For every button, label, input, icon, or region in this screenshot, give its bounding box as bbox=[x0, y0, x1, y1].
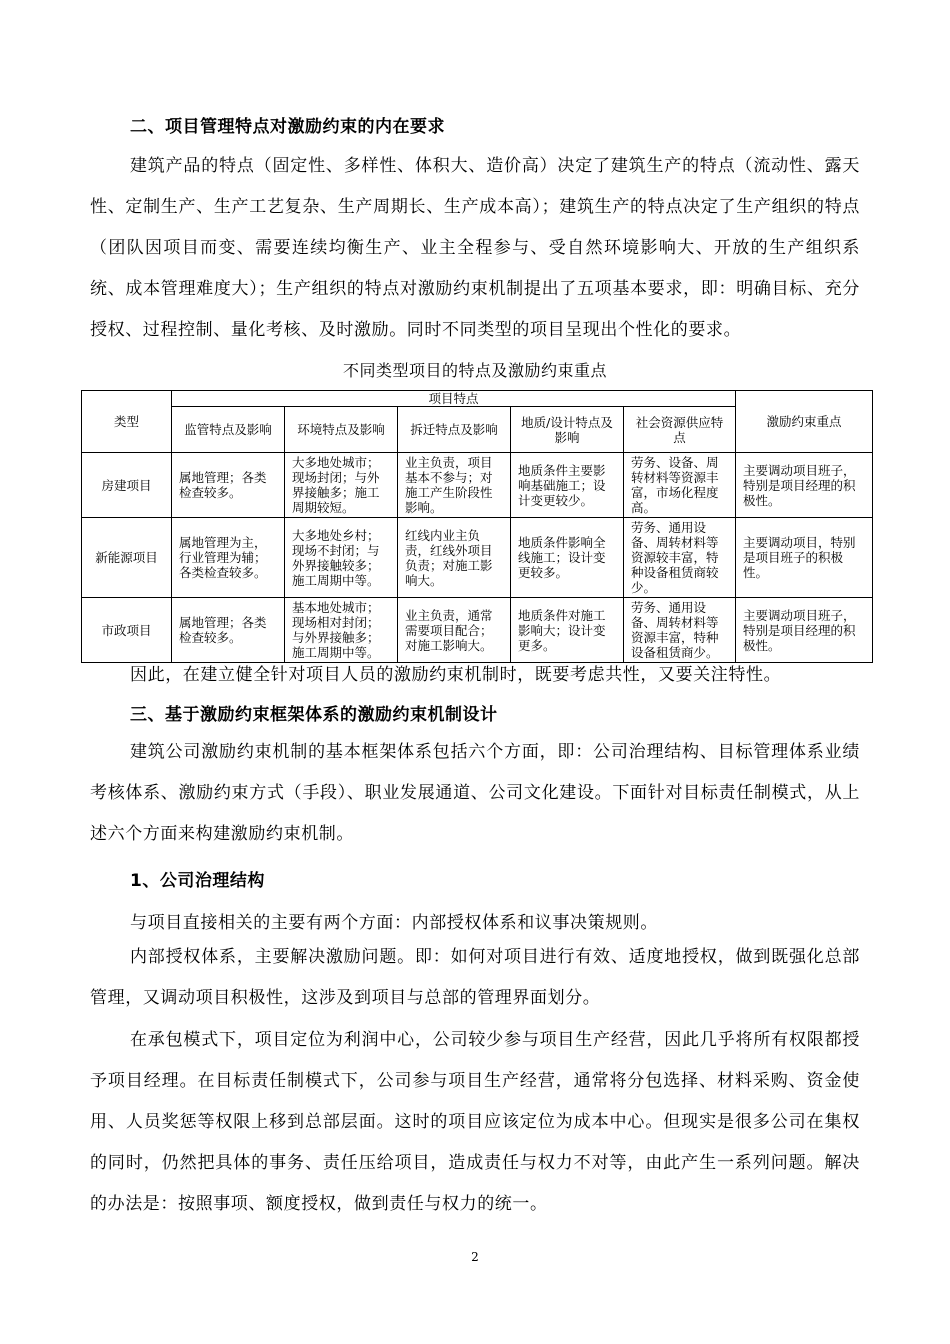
row-focus: 主要调动项目班子，特别是项目经理的积极性。 bbox=[736, 598, 873, 663]
table-row bbox=[82, 453, 873, 518]
row-type: 市政项目 bbox=[82, 598, 172, 663]
subsection-1-paragraph-1: 内部授权体系，主要解决激励问题。即：如何对项目进行有效、适度地授权，做到既强化总部管理，又调动项目积极性，这涉及到项目与总部的管理界面划分。 bbox=[90, 947, 860, 1008]
row-type: 房建项目 bbox=[82, 453, 172, 518]
row-supervision: 属地管理；各类检查较多。 bbox=[172, 453, 285, 518]
row-resources: 劳务、通用设备、周转材料等资源较丰富，特种设备租赁商较少。 bbox=[624, 518, 736, 598]
row-supervision: 属地管理为主，行业管理为辅；各类检查较多。 bbox=[172, 518, 285, 598]
row-geology: 地质条件主要影响基础施工；设计变更较少。 bbox=[511, 453, 624, 518]
row-environment: 大多地处城市；现场封闭；与外界接触多；施工周期较短。 bbox=[285, 453, 398, 518]
header-project-features: 项目特点 bbox=[172, 391, 736, 407]
row-geology: 地质条件对施工影响大；设计变更多。 bbox=[511, 598, 624, 663]
section-3-heading: 三、基于激励约束框架体系的激励约束机制设计 bbox=[130, 705, 498, 725]
section-2-paragraph: 建筑产品的特点（固定性、多样性、体积大、造价高）决定了建筑生产的特点（流动性、露天性、定制生产、生产工艺复杂、生产周期长、生产成本高）；建筑生产的特点决定了生产组织的特点（团队因项目而变、需要连续均衡生产、业主全程参与、受自然环境影响大、开放的生产组织系统、成本管理难度大）；生产组织的特点对激励约束机制提出了五项基本要求，即：明确目标、充分授权、过程控制、量化考核、及时激励。同时不同类型的项目呈现出个性化的要求。 bbox=[90, 156, 860, 340]
subsection-1-intro: 与项目直接相关的主要有两个方面：内部授权体系和议事决策规则。 bbox=[130, 913, 658, 933]
header-type: 类型 bbox=[82, 391, 172, 453]
project-characteristics-table bbox=[81, 390, 873, 663]
row-geology: 地质条件影响全线施工；设计变更较多。 bbox=[511, 518, 624, 598]
section-2-heading: 二、项目管理特点对激励约束的内在要求 bbox=[130, 117, 445, 137]
header-resources: 社会资源供应特点 bbox=[624, 407, 736, 453]
row-demolition: 业主负责，项目基本不参与；对施工产生阶段性影响。 bbox=[398, 453, 511, 518]
row-type: 新能源项目 bbox=[82, 518, 172, 598]
row-supervision: 属地管理；各类检查较多。 bbox=[172, 598, 285, 663]
section-3-paragraph: 建筑公司激励约束机制的基本框架体系包括六个方面，即：公司治理结构、目标管理体系业绩考核体系、激励约束方式（手段）、职业发展通道、公司文化建设。下面针对目标责任制模式，从上述六个方面来构建激励约束机制。 bbox=[90, 742, 860, 844]
row-resources: 劳务、设备、周转材料等资源丰富，市场化程度高。 bbox=[624, 453, 736, 518]
after-table-text: 因此，在建立健全针对项目人员的激励约束机制时，既要考虑共性，又要关注特性。 bbox=[130, 665, 782, 685]
header-environment: 环境特点及影响 bbox=[285, 407, 398, 453]
header-supervision: 监管特点及影响 bbox=[172, 407, 285, 453]
table-caption: 不同类型项目的特点及激励约束重点 bbox=[342, 361, 607, 380]
table-row bbox=[82, 518, 873, 598]
header-focus: 激励约束重点 bbox=[736, 391, 873, 453]
row-focus: 主要调动项目班子，特别是项目经理的积极性。 bbox=[736, 453, 873, 518]
row-demolition: 红线内业主负责，红线外项目负责；对施工影响大。 bbox=[398, 518, 511, 598]
subsection-1-heading: 1、公司治理结构 bbox=[130, 871, 265, 891]
row-resources: 劳务、通用设备、周转材料等资源丰富，特种设备租赁商少。 bbox=[624, 598, 736, 663]
subsection-1-paragraph-2: 在承包模式下，项目定位为利润中心，公司较少参与项目生产经营，因此几乎将所有权限都授予项目经理。在目标责任制模式下，公司参与项目生产经营，通常将分包选择、材料采购、资金使用、人员奖惩等权限上移到总部层面。这时的项目应该定位为成本中心。但现实是很多公司在集权的同时，仍然把具体的事务、责任压给项目，造成责任与权力不对等，由此产生一系列问题。解决的办法是：按照事项、额度授权，做到责任与权力的统一。 bbox=[90, 1030, 860, 1214]
header-geology: 地质/设计特点及影响 bbox=[511, 407, 624, 453]
row-focus: 主要调动项目，特别是项目班子的积极性。 bbox=[736, 518, 873, 598]
header-demolition: 拆迁特点及影响 bbox=[398, 407, 511, 453]
row-environment: 基本地处城市；现场相对封闭；与外界接触多；施工周期中等。 bbox=[285, 598, 398, 663]
table-row bbox=[82, 598, 873, 663]
row-environment: 大多地处乡村；现场不封闭；与外界接触较多；施工周期中等。 bbox=[285, 518, 398, 598]
row-demolition: 业主负责，通常需要项目配合；对施工影响大。 bbox=[398, 598, 511, 663]
page-number: 2 bbox=[471, 1250, 479, 1264]
